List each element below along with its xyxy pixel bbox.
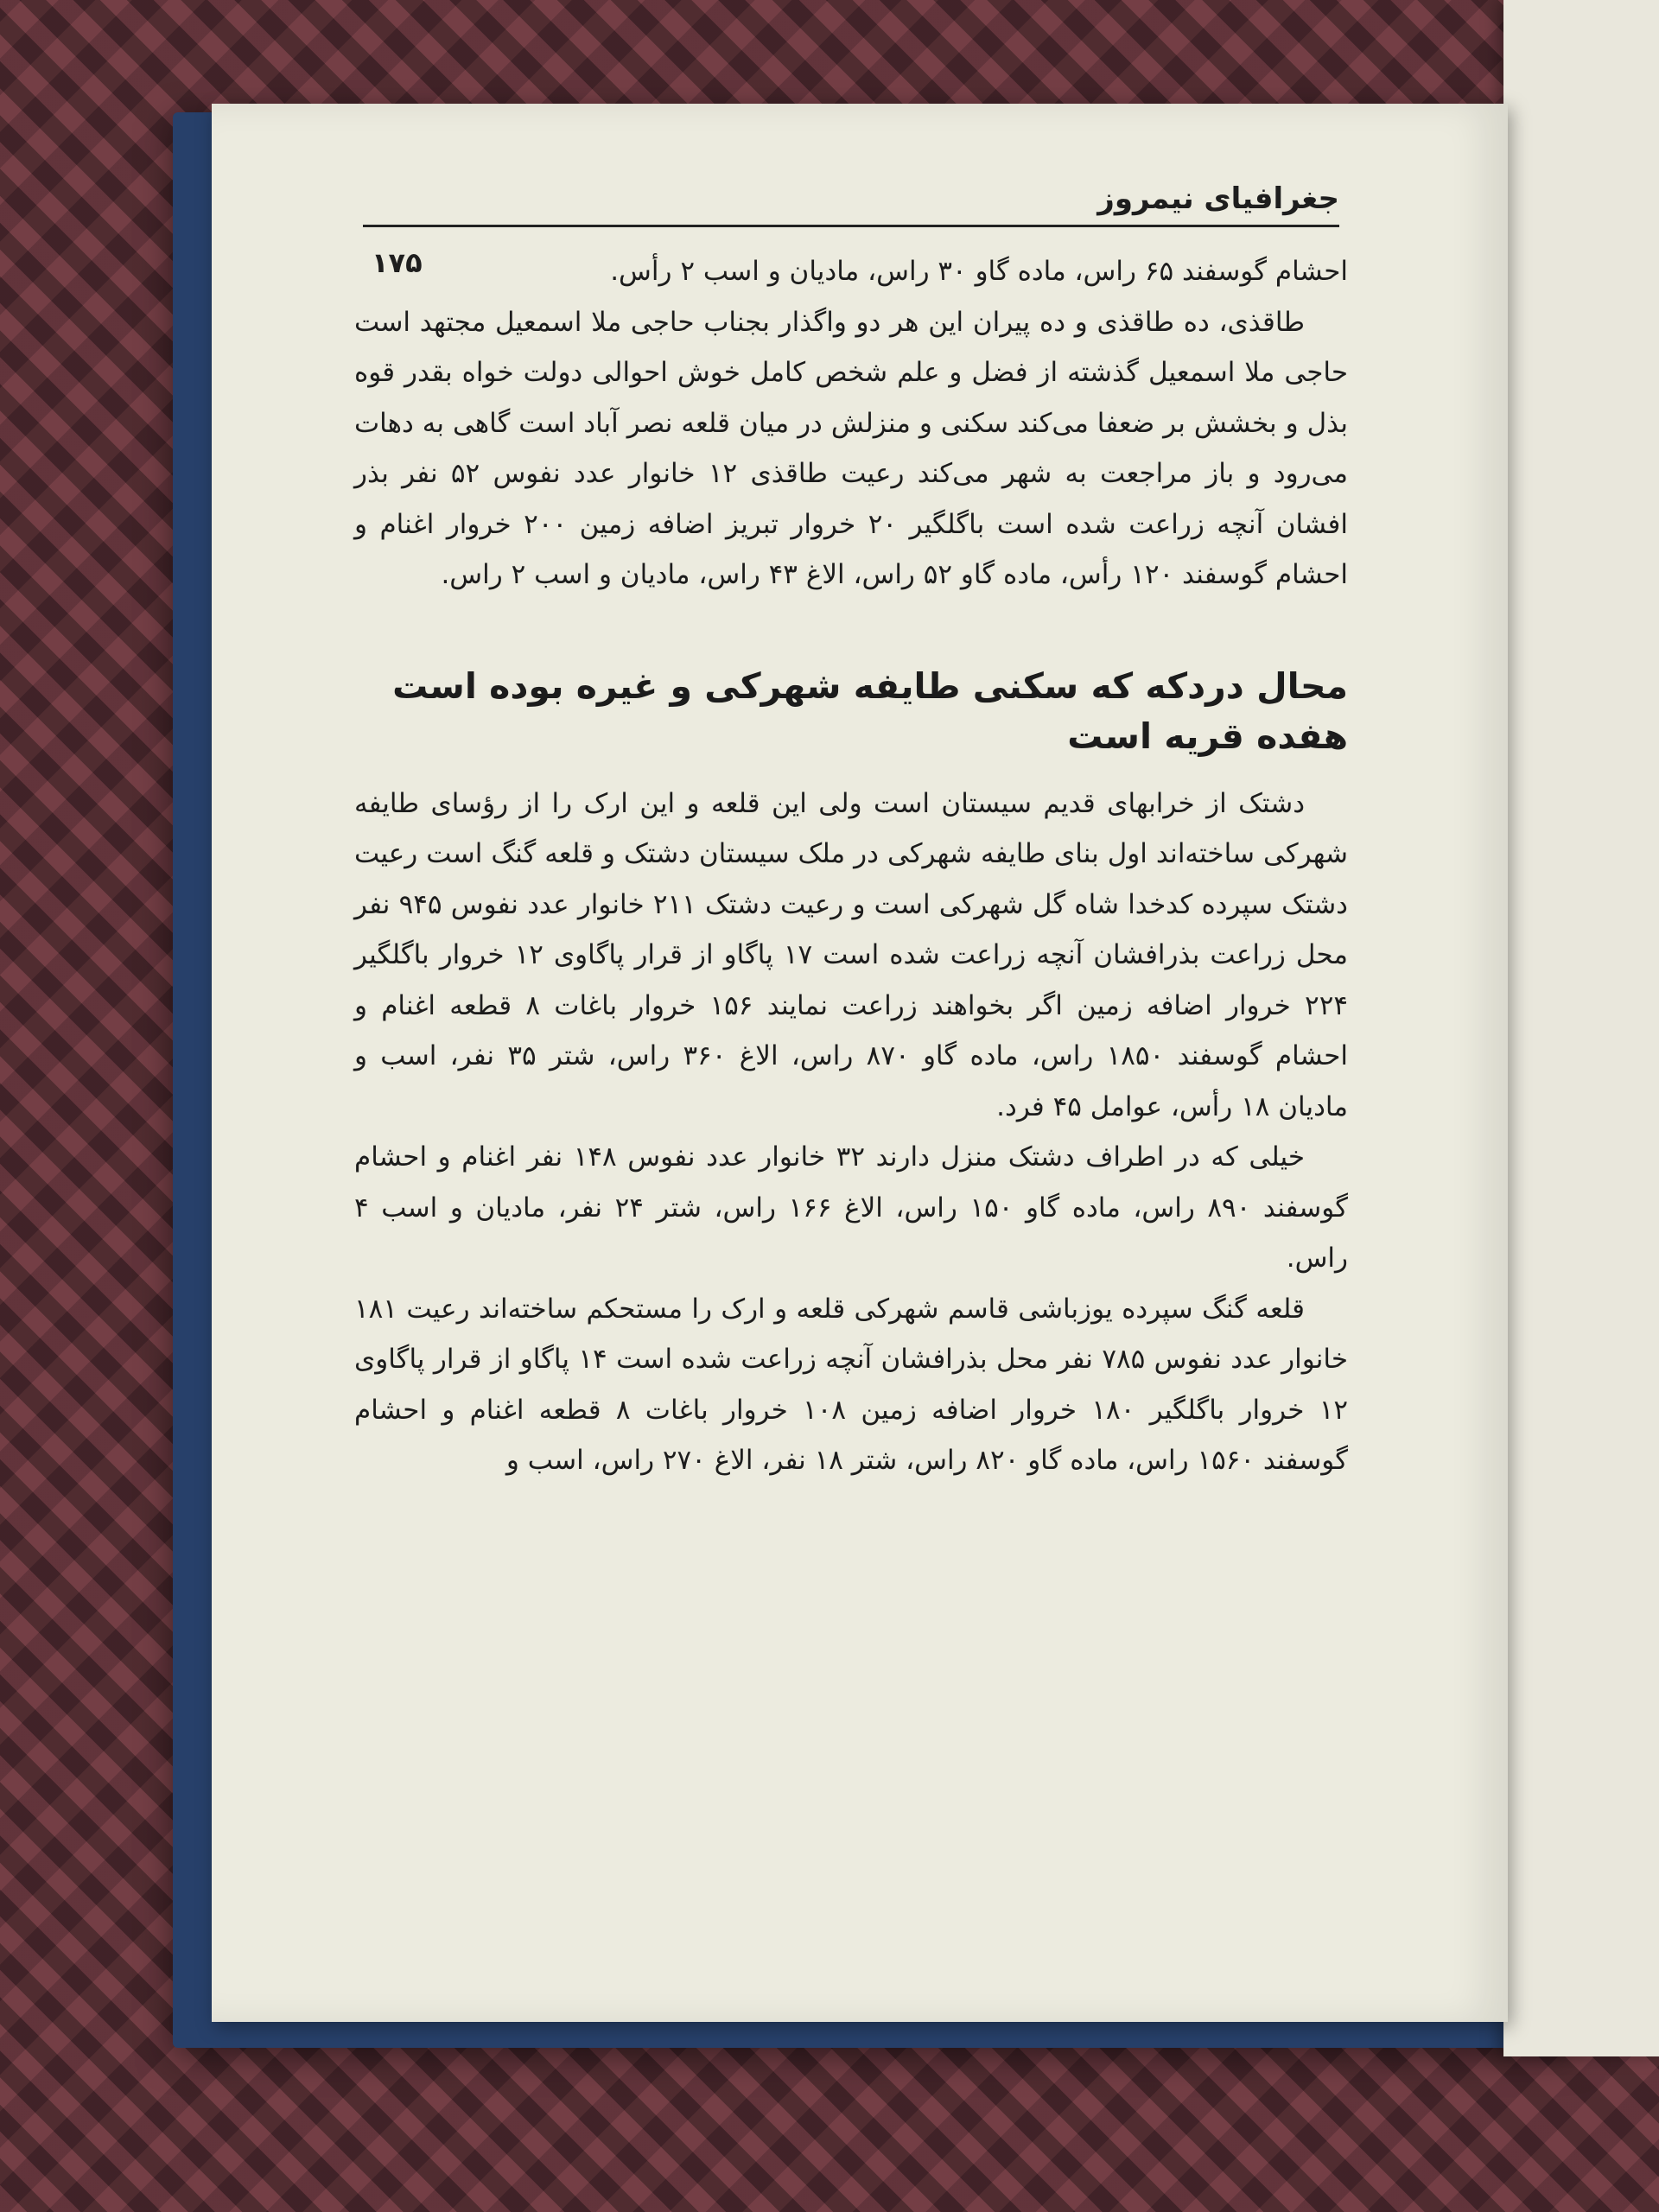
page-number: ۱۷۵ [372,246,423,279]
paragraph: قلعه گنگ سپرده یوزباشی قاسم شهرکی قلعه و ارک را مستحکم ساخته‌اند رعیت ۱۸۱ خانوار عدد نفوس ۷۸۵ نفر محل بذرافشان آنچه زراعت شده است ۱۴ پاگاو از قرار پاگاوی ۱۲ خروار باگلگیر ۱۸۰ خروار اضافه زمین ۱۰۸ خروار باغات ۸ قطعه اغنام و احشام گوسفند ۱۵۶۰ راس، ماده گاو ۸۲۰ راس، شتر ۱۸ نفر، الاغ ۲۷۰ راس، اسب و [354,1293,1349,1476]
body-text [354,246,1348,1486]
paragraph: طاقذی، ده طاقذی و ده پیران این هر دو واگذار بجناب حاجی ملا اسمعیل مجتهد است حاجی ملا اسمعیل گذشته از فضل و علم شخص کامل خوش احوالی دولت خواه بقدر قوه بذل و بخشش بر ضعفا می‌کند سکنی و منزلش در میان قلعه نصر آباد است گاهی به دهات می‌رود و باز مراجعت به شهر می‌کند رعیت طاقذی ۱۲ خانوار عدد نفوس ۵۲ نفر بذر افشان آنچه زراعت شده است باگلگیر ۲۰ خروار تبریز اضافه زمین ۲۰۰ خروار اغنام و احشام گوسفند ۱۲۰ رأس، ماده گاو ۵۲ راس، الاغ ۴۳ راس، مادیان و اسب ۲ راس. [354,306,1348,590]
book-page [212,104,1508,2022]
paragraph: دشتک از خرابهای قدیم سیستان است ولی این قلعه و این ارک را از رؤسای طایفه شهرکی ساخته‌اند اول بنای طایفه شهرکی در ملک سیستان دشتک و قلعه گنگ است رعیت دشتک سپرده کدخدا شاه گل شهرکی است و رعیت دشتک ۲۱۱ خانوار عدد نفوس ۹۴۵ نفر محل زراعت بذرافشان آنچه زراعت شده است ۱۷ پاگاو از قرار پاگاوی ۱۲ خروار باگلگیر ۲۲۴ خروار اضافه زمین اگر بخواهند زراعت نمایند ۱۵۶ خروار باغات ۸ قطعه اغنام و احشام گوسفند ۱۸۵۰ راس، ماده گاو ۸۷۰ راس، الاغ ۳۶۰ راس، شتر ۳۵ نفر، اسب و مادیان ۱۸ رأس، عوامل ۴۵ فرد. [354,787,1349,1122]
header-rule [363,225,1339,227]
paragraph: احشام گوسفند ۶۵ راس، ماده گاو ۳۰ راس، مادیان و اسب ۲ رأس. [610,256,1348,287]
paragraph: خیلی که در اطراف دشتک منزل دارند ۳۲ خانوار عدد نفوس ۱۴۸ نفر اغنام و احشام گوسفند ۸۹۰ راس، ماده گاو ۱۵۰ راس، الاغ ۱۶۶ راس، شتر ۲۴ نفر، مادیان و اسب ۴ راس. [354,1141,1348,1274]
section-heading: محال دردکه که سکنی طایفه شهرکی و غیره بوده است هفده قریه است [392,664,1348,757]
running-head: جغرافیای نیمروز [1097,181,1339,216]
facing-page-edge [1503,0,1659,2056]
